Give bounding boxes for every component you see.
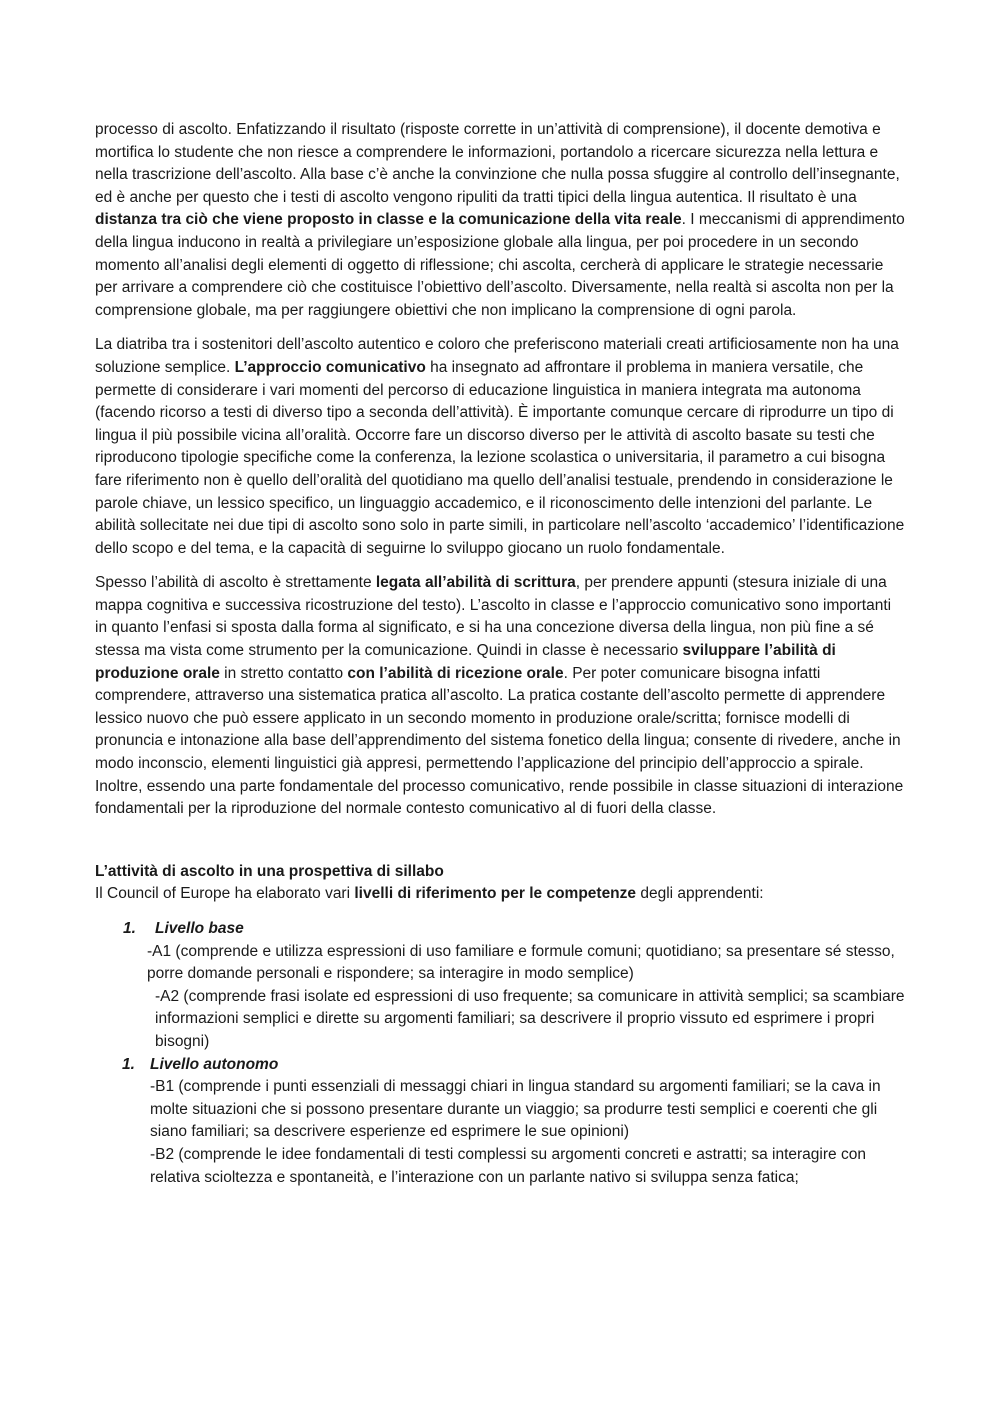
section-heading: L’attività di ascolto in una prospettiva di sillabo	[95, 862, 444, 880]
document-page	[95, 119, 907, 1189]
level-a2: -A2 (comprende frasi isolate ed espressioni di uso frequente; sa comunicare in attività semplici; sa scambiare informazioni semplici e dirette su argomenti familiari; sa descrivere il proprio vissuto ed esprimere i propri bisogni)	[155, 987, 905, 1050]
bold-phrase: con l’abilità di ricezione orale	[347, 664, 564, 682]
list-number: 1.	[122, 1055, 135, 1073]
list-item-level-autonomo	[122, 1054, 907, 1190]
paragraph-1: processo di ascolto. Enfatizzando il risultato (risposte corrette in un’attività di comprensione), il docente demotiva e mortifica lo studente che non riesce a comprendere le informazioni, portandolo a ricercare sicurezza nella lettura e nella trascrizione dell’ascolto. Alla base c’è anche la convinzione che nulla possa sfuggire al controllo dell’insegnante, ed è anche per questo che i testi di ascolto vengono ripuliti da tratti tipici della lingua autentica. Il risultato è una distanza tra ciò che viene proposto in classe e la comunicazione della vita reale. I meccanismi di apprendimento della lingua inducono in realtà a privilegiare un’esposizione globale alla lingua, per poi procedere in un secondo momento all’analisi degli elementi di oggetto di riflessione; chi ascolta, cercherà di applicare le strategie necessarie per arrivare a comprendere ciò che costituisce l’obiettivo dell’ascolto. Diversamente, nella realtà si ascolta non per la comprensione globale, ma per raggiungere obiettivi che non implicano la comprensione di ogni parola.	[95, 121, 905, 319]
bold-phrase: livelli di riferimento per le competenze	[354, 885, 637, 903]
bold-phrase: L’approccio comunicativo	[234, 358, 426, 376]
paragraph-2: La diatriba tra i sostenitori dell’ascolto autentico e coloro che preferiscono materiali creati artificiosamente non ha una soluzione semplice. L’approccio comunicativo ha insegnato ad affrontare il problema in maniera versatile, che permette di considerare i vari momenti del percorso di educazione linguistica in maniera integrata ma autonoma (facendo ricorso a testi di diverso tipo a seconda dell’attività). È importante comunque cercare di riprodurre un tipo di lingua il più possibile vicina all’oralità. Occorre fare un discorso diverso per le attività di ascolto basate su testi che riproducono tipologie specifiche come la conferenza, la lezione scolastica o universitaria, il parametro a cui bisogna fare riferimento non è quello dell’oralità del quotidiano ma quello dell’analisi testuale, prendendo in considerazione le parole chiave, un lessico specifico, un linguaggio accademico, e il riconoscimento delle intenzioni del parlante. Le abilità sollecitate nei due tipi di ascolto sono solo in parte simili, in particolare nell’ascolto ‘accademico’ l’identificazione dello scopo e del tema, e la capacità di seguirne lo sviluppo giocano un ruolo fondamentale.	[95, 336, 905, 557]
level-b2: -B2 (comprende le idee fondamentali di testi complessi su argomenti concreti e astratti; sa interagire con relativa scioltezza e spontaneità, e l’interazione con un parlante nativo si sviluppa senza fatica;	[150, 1145, 866, 1186]
levels-list	[95, 918, 907, 1189]
list-number: 1.	[123, 920, 136, 937]
bold-phrase: distanza tra ciò che viene proposto in classe e la comunicazione della vita reale	[95, 211, 682, 229]
section-intro: Il Council of Europe ha elaborato vari livelli di riferimento per le competenze degli apprendenti:	[95, 885, 764, 903]
paragraph-3: Spesso l’abilità di ascolto è strettamente legata all’abilità di scrittura, per prendere appunti (stesura iniziale di una mappa cognitiva e successiva ricostruzione del testo). L’ascolto in classe e l’approccio comunicativo sono importanti in quanto l’enfasi si sposta dalla forma al significato, e si ha una concezione diversa della lingua, non più fine a sé stessa ma vista come strumento per la comunicazione. Quindi in classe è necessario sviluppare l’abilità di produzione orale in stretto contatto con l’abilità di ricezione orale. Per poter comunicare bisogna infatti comprendere, attraverso una sistematica pratica all’ascolto. La pratica costante dell’ascolto permette di apprendere lessico nuovo che può essere applicato in un secondo momento in produzione orale/scritta; fornisce modelli di pronuncia e intonazione alla base dell’apprendimento del sistema fonetico della lingua; consente di rivedere, anche in modo inconscio, elementi linguistici già appresi, permettendo l’applicazione del principio dell’approccio a spirale. Inoltre, essendo una parte fondamentale del processo comunicativo, rende possibile in classe situazioni di interazione fondamentali per la riproduzione del normale contesto comunicativo al di fuori della classe.	[95, 574, 904, 818]
list-item-level-base	[123, 918, 907, 1054]
level-title: Livello base	[155, 920, 244, 937]
level-b1: -B1 (comprende i punti essenziali di messaggi chiari in lingua standard su argomenti familiari; se la cava in molte situazioni che si possono presentare durante un viaggio; sa produrre testi semplici e coerenti che gli siano familiari; sa descrivere esperienze ed esprimere le sue opinioni)	[150, 1078, 881, 1141]
level-title: Livello autonomo	[150, 1055, 279, 1073]
bold-phrase: legata all’abilità di scrittura	[375, 574, 576, 592]
level-a1: -A1 (comprende e utilizza espressioni di uso familiare e formule comuni; quotidiano; sa presentare sé stesso, porre domande personali e rispondere; sa interagire in modo semplice)	[147, 942, 895, 983]
bold-phrase: sviluppare l’abilità di produzione orale	[95, 642, 836, 682]
